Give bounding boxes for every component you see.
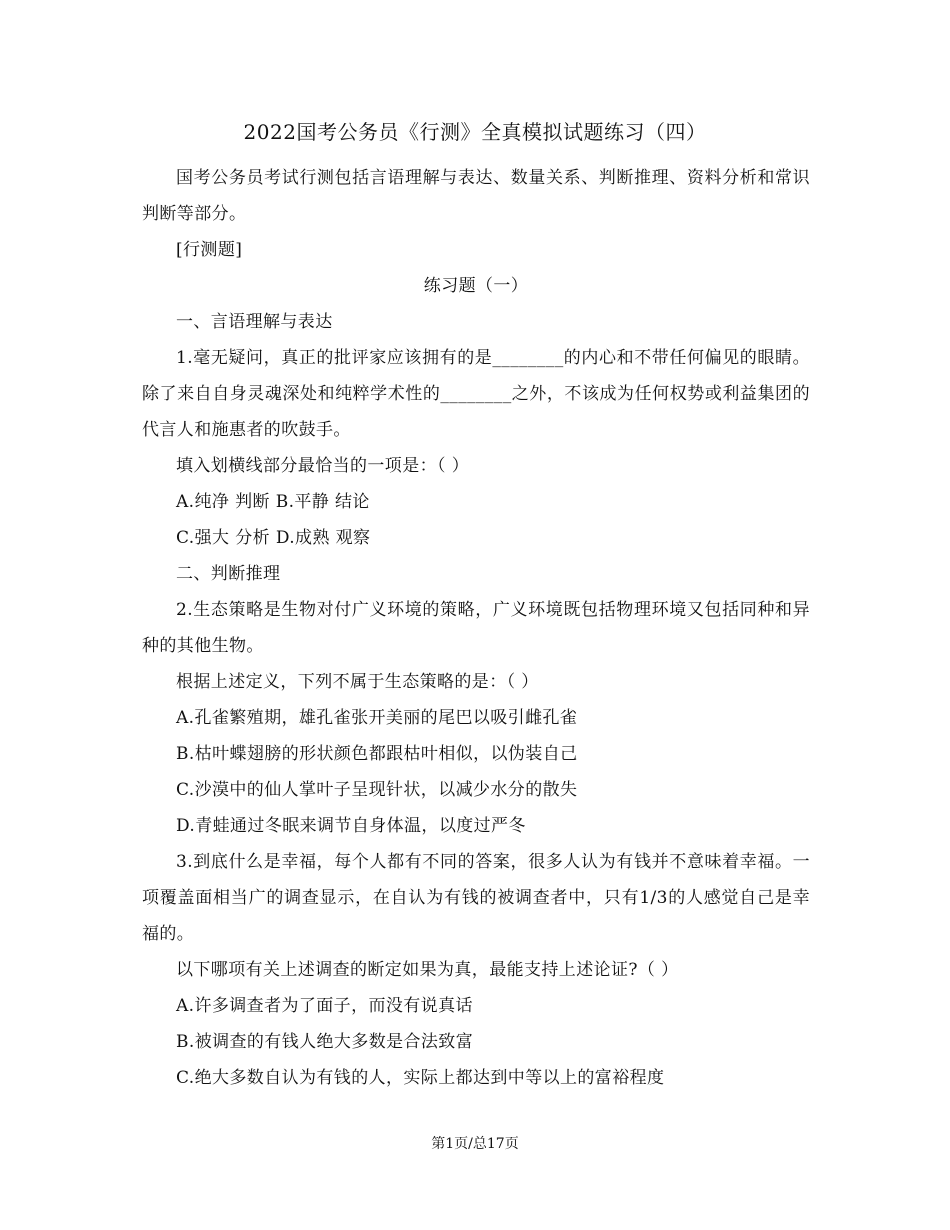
- question-2-text: 2.生态策略是生物对付广义环境的策略，广义环境既包括物理环境又包括同种和异种的其他生物。: [142, 600, 810, 656]
- question-3-option-c: C.绝大多数自认为有钱的人，实际上都达到中等以上的富裕程度: [176, 1068, 665, 1088]
- document-body: [142, 160, 810, 1096]
- page-footer: 第1页/总17页: [431, 1136, 519, 1152]
- exercise-heading: 练习题（一）: [423, 276, 529, 296]
- question-3-option-a: A.许多调查者为了面子，而没有说真话: [176, 996, 473, 1016]
- question-2-option-a: A.孔雀繁殖期，雄孔雀张开美丽的尾巴以吸引雌孔雀: [176, 708, 578, 728]
- question-2-option-c: C.沙漠中的仙人掌叶子呈现针状，以减少水分的散失: [176, 780, 578, 800]
- paragraph-intro: 国考公务员考试行测包括言语理解与表达、数量关系、判断推理、资料分析和常识判断等部分。: [142, 168, 810, 224]
- question-3-text: 3.到底什么是幸福，每个人都有不同的答案，很多人认为有钱并不意味着幸福。一项覆盖面相当广的调查显示，在自认为有钱的被调查者中，只有1/3的人感觉自己是幸福的。: [142, 852, 810, 944]
- section-heading-verbal: 一、言语理解与表达: [176, 312, 333, 332]
- question-1-prompt: 填入划横线部分最恰当的一项是：（ ）: [176, 456, 470, 476]
- question-2-prompt: 根据上述定义，下列不属于生态策略的是：（ ）: [176, 672, 539, 692]
- section-heading-reasoning: 二、判断推理: [176, 564, 281, 584]
- question-2-option-d: D.青蛙通过冬眠来调节自身体温，以度过严冬: [176, 816, 526, 836]
- question-3-option-b: B.被调查的有钱人绝大多数是合法致富: [176, 1032, 474, 1052]
- question-1-options-ab: A.纯净 判断 B.平静 结论: [176, 492, 370, 512]
- section-label: [行测题]: [176, 240, 243, 260]
- question-2-option-b: B.枯叶蝶翅膀的形状颜色都跟枯叶相似，以伪装自己: [176, 744, 578, 764]
- question-3-prompt: 以下哪项有关上述调查的断定如果为真，最能支持上述论证?（ ）: [176, 960, 679, 980]
- question-1-text: 1.毫无疑问，真正的批评家应该拥有的是________的内心和不带任何偏见的眼睛。除了来自自身灵魂深处和纯粹学术性的________之外，不该成为任何权势或利益集团的代言人和施惠者的吹鼓手。: [142, 348, 810, 440]
- document-title: 2022国考公务员《行测》全真模拟试题练习（四）: [243, 120, 707, 144]
- question-1-options-cd: C.强大 分析 D.成熟 观察: [176, 528, 371, 548]
